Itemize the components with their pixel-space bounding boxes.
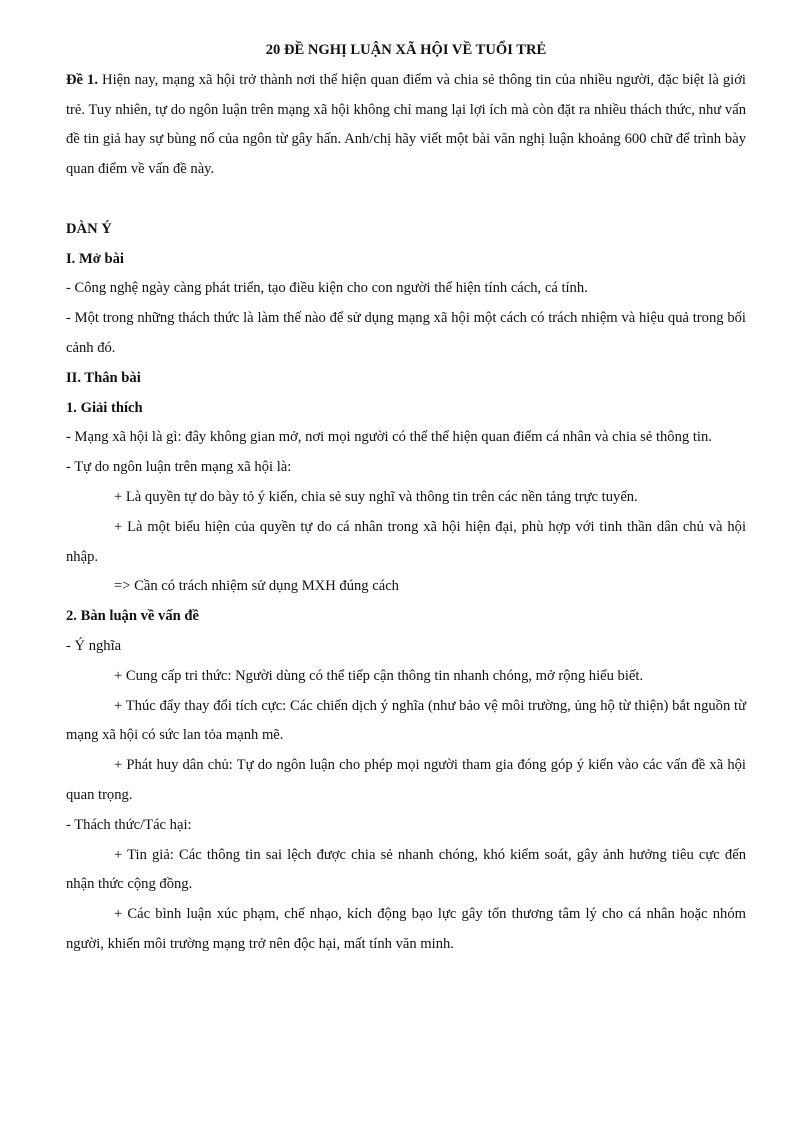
explain-point-1: - Mạng xã hội là gì: đây không gian mở, nơi mọi người có thể thể hiện quan điểm cá nhân và chia sẻ thông tin. <box>66 429 712 446</box>
prompt-paragraph <box>66 66 746 185</box>
intro-point-1: - Công nghệ ngày càng phát triển, tạo điều kiện cho con người thể hiện tính cách, cá tính. <box>66 280 588 297</box>
meaning-point-2: + Thúc đẩy thay đổi tích cực: Các chiến dịch ý nghĩa (như bảo vệ môi trường, ủng hộ từ thiện) bắt nguồn từ mạng xã hội có sức lan tỏa mạnh mẽ. <box>66 697 746 744</box>
section-body-heading: II. Thân bài <box>66 369 141 386</box>
explain-subpoint-a: + Là quyền tự do bày tỏ ý kiến, chia sẻ suy nghĩ và thông tin trên các nền tảng trực tuyến. <box>114 488 638 505</box>
explain-subpoint-b: + Là một biểu hiện của quyền tự do cá nhân trong xã hội hiện đại, phù hợp với tinh thần dân chủ và hội nhập. <box>66 518 746 565</box>
meaning-point-3: + Phát huy dân chủ: Tự do ngôn luận cho phép mọi người tham gia đóng góp ý kiến vào các vấn đề xã hội quan trọng. <box>66 757 746 803</box>
challenge-point-2: + Các bình luận xúc phạm, chế nhạo, kích động bạo lực gây tổn thương tâm lý cho cá nhân hoặc nhóm người, khiến môi trường mạng trở nên độc hại, mất tính văn minh. <box>66 906 746 952</box>
outline-heading: DÀN Ý <box>66 220 112 237</box>
meaning-point-1: + Cung cấp tri thức: Người dùng có thể tiếp cận thông tin nhanh chóng, mở rộng hiểu biết. <box>114 667 644 684</box>
challenge-point-1: + Tin giả: Các thông tin sai lệch được chia sẻ nhanh chóng, khó kiểm soát, gây ảnh hưởng tiêu cực đến nhận thức cộng đồng. <box>66 846 746 893</box>
explain-conclusion: => Cần có trách nhiệm sử dụng MXH đúng cách <box>114 578 399 595</box>
intro-point-2: - Một trong những thách thức là làm thế nào để sử dụng mạng xã hội một cách có trách nhiệm và hiệu quả trong bối cảnh đó. <box>66 310 746 356</box>
challenge-heading: - Thách thức/Tác hại: <box>66 816 192 833</box>
document-title: 20 ĐỀ NGHỊ LUẬN XÃ HỘI VỀ TUỔI TRẺ <box>265 42 547 58</box>
subsection-discuss-heading: 2. Bàn luận về vấn đề <box>66 608 199 625</box>
meaning-heading: - Ý nghĩa <box>66 637 122 654</box>
prompt-label: Đề 1. <box>66 71 99 88</box>
section-intro-heading: I. Mở bài <box>66 250 124 267</box>
explain-point-2: - Tự do ngôn luận trên mạng xã hội là: <box>66 459 292 476</box>
spacer <box>66 185 746 215</box>
subsection-explain-heading: 1. Giải thích <box>66 399 143 416</box>
prompt-text: Hiện nay, mạng xã hội trở thành nơi thể hiện quan điểm và chia sẻ thông tin của nhiều người, đặc biệt là giới trẻ. Tuy nhiên, tự do ngôn luận trên mạng xã hội không chỉ mang lại lợi ích mà còn đặt ra nhiều thách thức, như vấn đề tin giả hay sự bùng nổ của ngôn từ gây hấn. Anh/chị hãy viết một bài văn nghị luận khoảng 600 chữ để trình bày quan điểm về vấn đề này. <box>66 71 746 178</box>
